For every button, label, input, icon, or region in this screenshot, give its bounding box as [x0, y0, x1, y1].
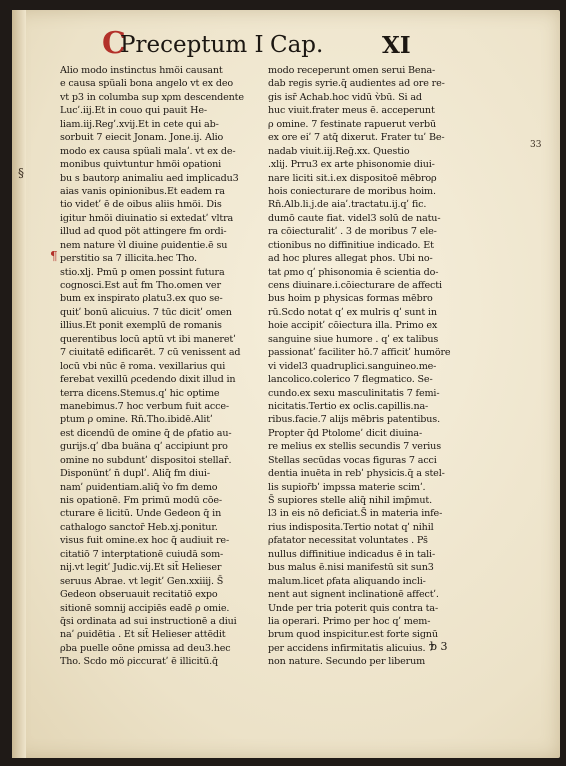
text-line: dumō caute fiat. videl3 solū de natu- — [268, 212, 441, 224]
text-line: re melius ex stellis secundis 7 verius — [268, 441, 441, 453]
right-margin-number: 33 — [530, 140, 542, 150]
text-line: naʹ ρuidētia . Et sit̄ Helieser attēdit — [60, 629, 226, 641]
text-line: bum ex inspirato ρlatu3.ex quo se- — [60, 293, 223, 305]
text-line: e causa spüali bona angelo vt ex deo — [60, 78, 233, 90]
text-line: nis opationē. Fm primū modū cōe- — [60, 495, 222, 506]
text-line: nem nature v̀l diuine ρuidentie.ē su — [60, 239, 228, 251]
text-line: Propter q̄d Ptolomeʹ dicit diuina- — [268, 427, 423, 439]
running-head-title: Preceptum I — [120, 32, 264, 58]
text-line: cturare ē licitū. Unde Gedeon q̄ in — [60, 508, 222, 520]
text-line: tio videtʹ ē de oibus aliis hmöi. Dis — [60, 199, 222, 211]
text-line: ra cōiecturalitʹ . 3 de moribus 7 ele- — [268, 226, 437, 238]
text-line: Stellas secūdas vocas figuras 7 acci — [268, 454, 437, 466]
text-line: cognosci.Est aut̄ fm Tho.omen ver — [60, 280, 221, 291]
text-line: Disponüntʹ n̄ duplʹ. Aliq̄ fm diui- — [60, 468, 210, 480]
text-line: lia operari. Primo per hoc qʹ mem- — [268, 615, 431, 627]
text-line: cundo.ex sexu masculinitatis 7 femi- — [268, 387, 440, 399]
text-line: terra dicens.Stemus.qʹ hic optime — [60, 387, 220, 399]
text-line: nicitatis.Tertio ex oclis.capillis.na- — [268, 400, 429, 412]
text-line: q̄si ordinata ad sui instructionē a diui — [60, 615, 237, 627]
running-head-cap: Cap. — [270, 32, 324, 58]
text-line: stio.xlj. Pmū p omen possint futura — [60, 266, 225, 278]
text-line: bus hoim p physicas formas mēbro — [268, 293, 433, 305]
text-line: dentia inuēta in rebʹ physicis.q̄ a stel- — [268, 468, 445, 480]
text-line: Lucʹ.iij.Et in couo qui pauit He- — [60, 105, 207, 117]
text-line: Tho. Scdo mö ρiccuratʹ ē illicitū.q̄ — [60, 656, 219, 668]
text-line: rū.Scdo notat qʹ ex mulris qʹ sunt in — [268, 306, 437, 318]
text-line: ρfatator necessitat voluntates . Ps̄ — [268, 535, 428, 547]
text-line: monibus quivtuntur hmöi opationi — [60, 159, 222, 171]
text-line: nadab viuit.iij.Reḡ.xx. Questio — [268, 145, 410, 157]
text-column-left — [60, 64, 266, 669]
text-line: gurijs.qʹ dba buäna qʹ accipiunt pro — [60, 441, 228, 453]
text-line: ribus.facie.7 alijs mēbris patentibus. — [268, 414, 440, 426]
text-line: per accidens infirmitatis alicuius. 7 — [268, 642, 435, 654]
text-line: nent aut signent inclinationē affectʹ. — [268, 589, 439, 601]
text-line: ex ore eiʹ 7 atq̄ dixerut. Frater tuʹ Be- — [268, 132, 445, 144]
text-line: hoie accipitʹ cōiectura illa. Primo ex — [268, 320, 438, 332]
text-line: non nature. Secundo per liberum — [268, 656, 426, 668]
text-line: passionatʹ faciliter hō.7 afficitʹ humöre — [268, 347, 451, 359]
text-line: nullus diffinitiue indicadus ē in tali- — [268, 548, 436, 560]
text-line: dab regis syrie.q̄ audientes ad ore re- — [268, 78, 445, 90]
text-line: nare liciti sit.i.ex dispositoē mēbroρ — [268, 172, 437, 184]
running-head-chapter-number: XI — [382, 32, 411, 59]
text-line: perstitio sa 7 illicita.hec Tho. — [60, 253, 197, 265]
text-line: sorbuit 7 eiecit Jonam. Jone.ij. Alio — [60, 132, 224, 144]
running-head-c-mark: C — [102, 26, 126, 61]
text-line: sitionē somnij accipiēs eadē ρ omie. — [60, 602, 230, 614]
text-line: malum.licet ρfata aliquando incli- — [268, 575, 426, 587]
text-line: tat ρmo qʹ phisonomia ē scientia do- — [268, 266, 439, 278]
text-line: igitur hmöi diuinatio si extedatʹ vltra — [60, 212, 234, 224]
text-line: hois coniecturare de moribus hoim. — [268, 185, 436, 197]
text-column-right — [268, 64, 474, 669]
text-line: lancolico.colerico 7 flegmatico. Se- — [268, 374, 433, 386]
text-line: ad hoc plures allegat phos. Ubi no- — [268, 253, 433, 265]
text-line: brum quod inspicitur.est forte signū — [268, 629, 438, 641]
text-line: namʹ ρuidentiam.aliq̄ v̀o fm demo — [60, 481, 218, 493]
text-line: Alio modo instinctus hmöi causant — [60, 65, 223, 76]
text-line: vt p3 in columba sup xρm descendente — [60, 91, 244, 103]
text-line: omine no subduntʹ dispositoi stellar̄. — [60, 454, 232, 466]
text-line: quitʹ bonū alicuius. 7 tūc dicitʹ omen — [60, 306, 232, 318]
text-line: seruus Abrae. vt legitʹ Gen.xxiiij. S̄ — [60, 575, 224, 587]
text-line: gis isr̄ Achab.hoc vidū v̀bū. Si ad — [268, 91, 422, 103]
text-line: ptum ρ omine. Rn̄.Tho.ibidē.Alitʹ — [60, 414, 213, 426]
text-line: bus malus ē.nisi manifestū sit sun3 — [268, 562, 434, 574]
running-head — [90, 26, 530, 62]
text-line: Gedeon obseruauit recitatiō expo — [60, 589, 218, 601]
text-line: locū vbi nūc ē roma. vexillarius qui — [60, 360, 226, 372]
text-line: lis supior̄bʹ impssa materie scimʹ. — [268, 481, 426, 493]
text-line: nij.vt legitʹ Judic.vij.Et sit̄ Helieser — [60, 562, 222, 574]
text-line: visus fuit omine.ex hoc q̄ audiuit re- — [60, 535, 230, 547]
text-line: liam.iij.Regʹ.xvij.Et in cete qui ab- — [60, 118, 219, 130]
text-line: sanguine siue humore . qʹ ex talibus — [268, 333, 439, 345]
page-gutter-shadow — [12, 10, 26, 758]
signature-mark: b 3 — [430, 640, 448, 653]
text-line: S̄ supiores stelle aliq̄ nihil imp̄mut. — [268, 495, 433, 506]
text-line: ρ omine. 7 festinate rapuerut verbū — [268, 118, 437, 130]
text-line: cathalogo sanctor̄ Heb.xj.ponitur. — [60, 521, 218, 533]
text-line: citatiō 7 interptationē cuiudā som- — [60, 548, 224, 560]
text-line: illud ad quod pöt attingere fm ordi- — [60, 226, 227, 238]
text-line: 7 ciuitatē edificarēt. 7 cū venissent ad — [60, 347, 241, 359]
text-line: ρba puelle oōne ρmissa ad deu3.hec — [60, 642, 231, 654]
text-line: manebimus.7 hoc verbum fuit acce- — [60, 400, 229, 412]
text-line: querentibus locū aptū vt ibi maneretʹ — [60, 333, 236, 345]
text-line: Unde per tria poterit quis contra ta- — [268, 602, 439, 614]
text-line: illius.Et ponit exemplū de romanis — [60, 320, 222, 332]
text-line: est dicendū de omine q̄ de ρfatio au- — [60, 427, 232, 439]
rubric-pilcrow-left: ¶ — [50, 249, 58, 263]
text-line: l3 in eis nō deficiat.S̄ in materia infe- — [268, 508, 443, 520]
left-margin-mark: § — [18, 166, 24, 180]
text-line: huc viuit.frater meus ē. acceperunt — [268, 105, 435, 117]
text-line: cens diuinare.i.cōiecturare de affecti — [268, 280, 442, 291]
text-line: ctionibus no diffinitiue indicado. Et — [268, 239, 434, 251]
text-line: aias vanis opinionibus.Et eadem ra — [60, 185, 225, 197]
text-line: vi videl3 quadruplici.sanguineo.me- — [268, 360, 437, 372]
text-line: rius indisposita.Tertio notat qʹ nihil — [268, 521, 434, 533]
text-line: bu s bautorρ animaliu aed implicadu3 — [60, 172, 239, 184]
text-line: modo receperunt omen serui Bena- — [268, 65, 436, 76]
text-line: ferebat vexillū ρcedendo dixit illud in — [60, 374, 236, 386]
text-line: Rn̄.Alb.li.j.de aiaʹ.tractatu.ij.qʹ fic. — [268, 199, 427, 211]
text-line: .xlij. Prru3 ex arte phisonomie diui- — [268, 159, 435, 171]
text-line: modo ex causa spüali malaʹ. vt ex de- — [60, 145, 236, 157]
